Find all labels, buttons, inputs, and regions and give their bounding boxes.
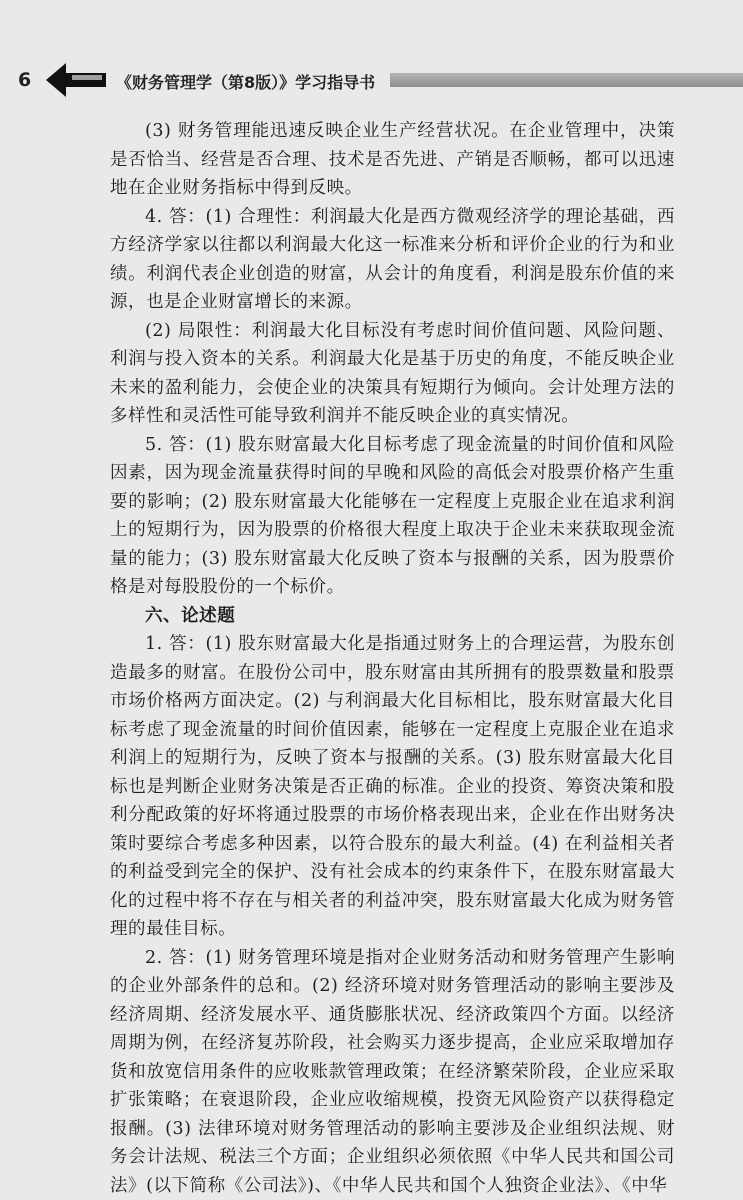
essay-answer-2: 2. 答：(1) 财务管理环境是指对企业财务活动和财务管理产生影响的企业外部条件的总和。(2) 经济环境对财务管理活动的影响主要涉及经济周期、经济发展水平、通货膨胀状况、经济政策四个方面。以经济周期为例，在经济复苏阶段，社会购买力逐步提高，企业应采取增加存货和放宽信用条件的应收账款管理政策；在经济繁荣阶段，企业应采取扩张策略；在衰退阶段，企业应收缩规模，投资无风险资产以获得稳定报酬。(3) 法律环境对财务管理活动的影响主要涉及企业组织法规、财务会计法规、税法三个方面；企业组织必须依照《中华人民共和国公司法》(以下简称《公司法》)、《中华人民共和国个人独资企业法》、《中华	[110, 944, 675, 1200]
answer-4-part-1: 4. 答：(1) 合理性：利润最大化是西方微观经济学的理论基础，西方经济学家以往都以利润最大化这一标准来分析和评价企业的行为和业绩。利润代表企业创造的财富，从会计的角度看，利润是股东价值的来源，也是企业财富增长的来源。	[110, 203, 675, 317]
book-title: 《财务管理学（第8版）》学习指导书	[116, 70, 375, 93]
essay-answer-1: 1. 答：(1) 股东财富最大化是指通过财务上的合理运营，为股东创造最多的财富。在股份公司中，股东财富由其所拥有的股票数量和股票市场价格两方面决定。(2) 与利润最大化目标相比，股东财富最大化目标考虑了现金流量的时间价值因素，能够在一定程度上克服企业在追求利润上的短期行为，反映了资本与报酬的关系。(3) 股东财富最大化目标也是判断企业财务决策是否正确的标准。企业的投资、筹资决策和股利分配政策的好坏将通过股票的市场价格表现出来，企业在作出财务决策时要综合考虑多种因素，以符合股东的最大利益。(4) 在利益相关者的利益受到完全的保护、没有社会成本的约束条件下，在股东财富最大化的过程中将不存在与相关者的利益冲突，股东财富最大化成为财务管理的最佳目标。	[110, 630, 675, 944]
answer-4-part-2: (2) 局限性：利润最大化目标没有考虑时间价值问题、风险问题、利润与投入资本的关系。利润最大化是基于历史的角度，不能反映企业未来的盈利能力，会使企业的决策具有短期行为倾向。会计处理方法的多样性和灵活性可能导致利润并不能反映企业的真实情况。	[110, 317, 675, 431]
left-arrow-icon	[44, 60, 108, 100]
header-rule-bar	[390, 73, 743, 87]
page-body	[110, 117, 675, 1200]
paragraph-3: (3) 财务管理能迅速反映企业生产经营状况。在企业管理中，决策是否恰当、经营是否合理、技术是否先进、产销是否顺畅，都可以迅速地在企业财务指标中得到反映。	[110, 117, 675, 203]
page-number: 6	[18, 69, 31, 91]
section-heading-essay: 六、论述题	[110, 602, 675, 631]
page-header	[0, 58, 743, 108]
answer-5: 5. 答：(1) 股东财富最大化目标考虑了现金流量的时间价值和风险因素，因为现金流量获得时间的早晚和风险的高低会对股票价格产生重要的影响；(2) 股东财富最大化能够在一定程度上克服企业在追求利润上的短期行为，因为股票的价格很大程度上取决于企业未来获取现金流量的能力；(3) 股东财富最大化反映了资本与报酬的关系，因为股票价格是对每股股份的一个标价。	[110, 431, 675, 602]
